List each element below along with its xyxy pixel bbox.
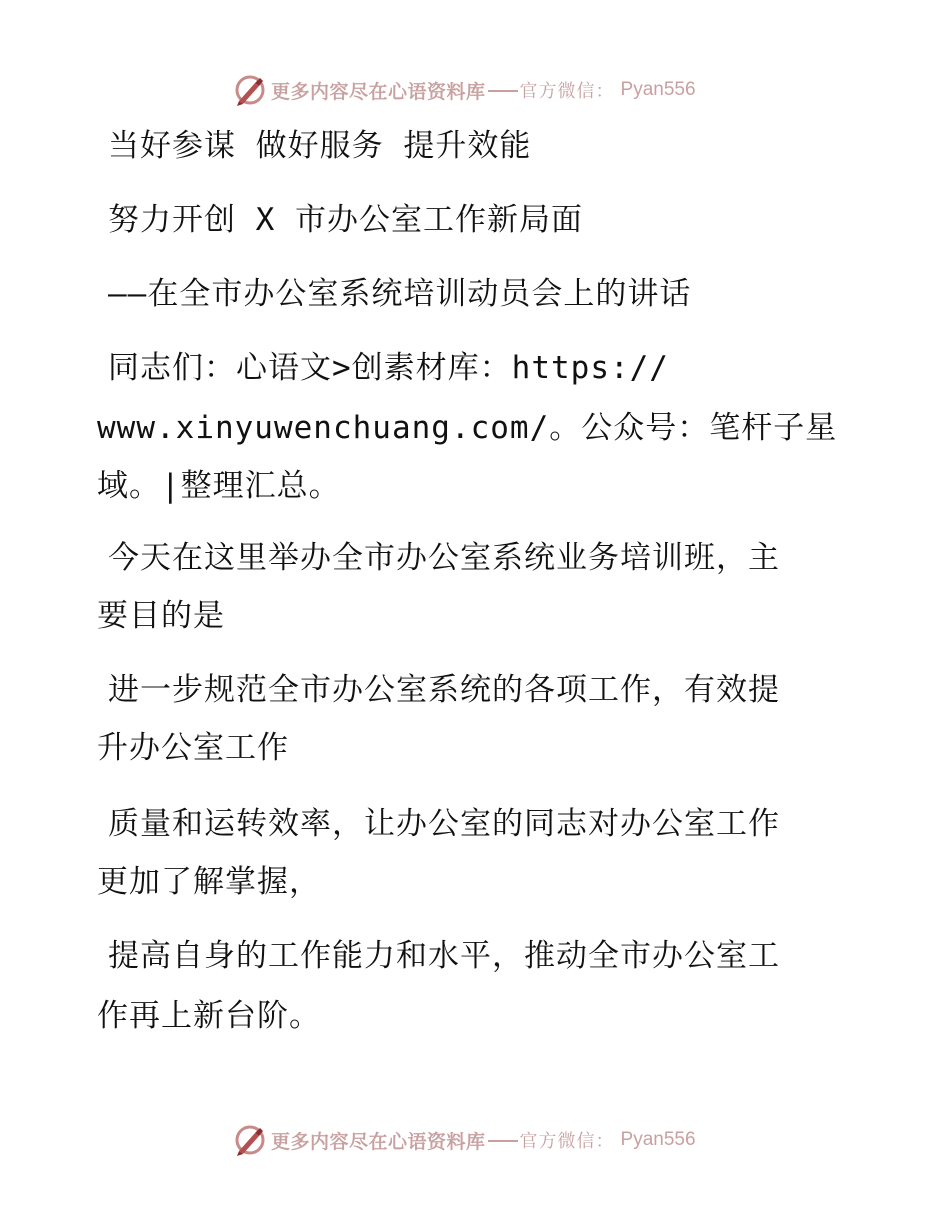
watermark-main-text: 更多内容尽在心语资料库 (271, 1130, 486, 1153)
paragraph-3-line-1: 质量和运转效率，让办公室的同志对办公室工作 (108, 806, 780, 842)
intro-line-1: 同志们：心语文>创素材库：https:// (108, 350, 669, 386)
paragraph-3-line-2: 更加了解掌握， (97, 864, 321, 900)
watermark-wechat-id: Pyan556 (620, 1129, 696, 1150)
paragraph-2-line-2: 升办公室工作 (97, 730, 289, 766)
header-watermark (0, 70, 950, 110)
title-line-1: 当好参谋 做好服务 提升效能 (108, 128, 532, 164)
pen-logo-icon (233, 73, 267, 107)
paragraph-4-line-2: 作再上新台阶。 (97, 998, 321, 1034)
footer-watermark (0, 1120, 950, 1160)
subtitle: ——在全市办公室系统培训动员会上的讲话 (108, 276, 692, 312)
watermark-sub-text: 官方微信： (519, 1131, 615, 1152)
watermark-dash (488, 1140, 518, 1142)
pen-logo-icon (233, 1123, 267, 1157)
paragraph-1-line-2: 要目的是 (97, 598, 225, 634)
paragraph-2-line-1: 进一步规范全市办公室系统的各项工作，有效提 (108, 672, 780, 708)
intro-line-3: 域。|整理汇总。 (97, 468, 341, 504)
title-line-2: 努力开创 X 市办公室工作新局面 (108, 202, 583, 238)
watermark-wechat-id: Pyan556 (620, 79, 696, 100)
intro-line-2: www.xinyuwenchuang.com/。公众号：笔杆子星 (97, 410, 838, 446)
paragraph-4-line-1: 提高自身的工作能力和水平，推动全市办公室工 (108, 938, 780, 974)
watermark-sub-text: 官方微信： (519, 81, 615, 102)
watermark-dash (488, 90, 518, 92)
watermark-main-text: 更多内容尽在心语资料库 (271, 80, 486, 103)
paragraph-1-line-1: 今天在这里举办全市办公室系统业务培训班，主 (108, 540, 780, 576)
